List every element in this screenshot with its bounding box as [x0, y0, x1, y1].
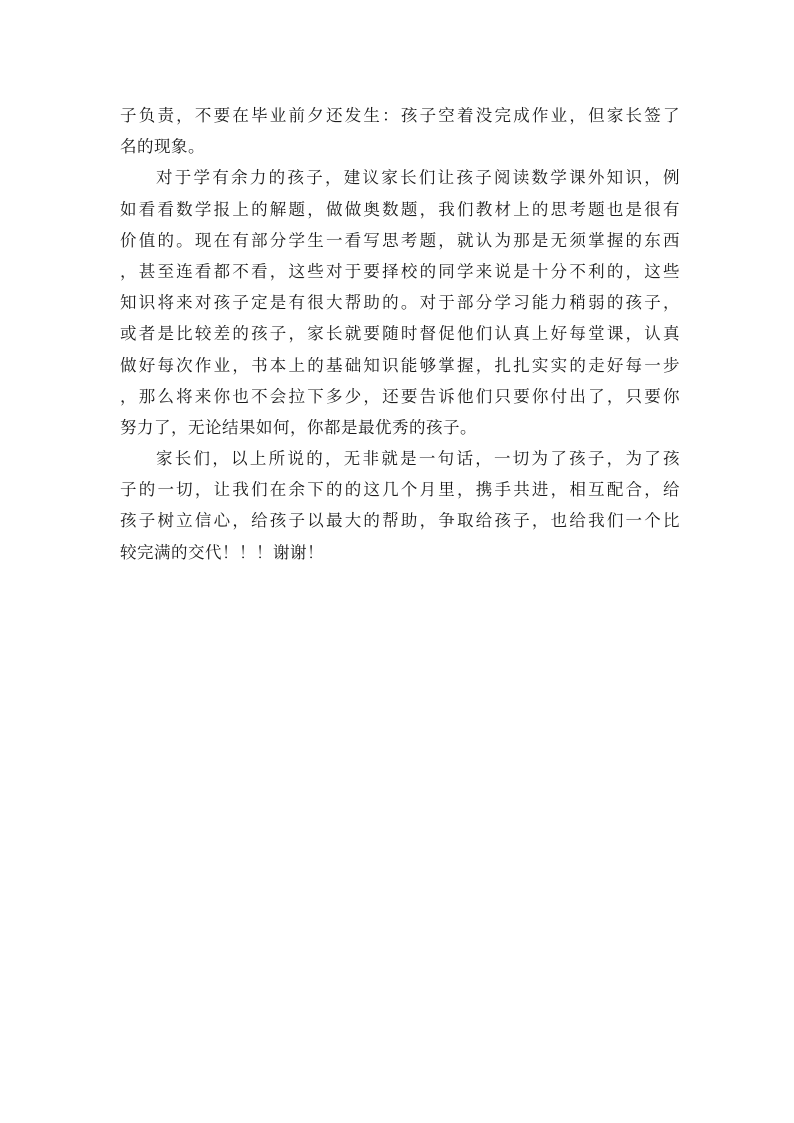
text-line: 或者是比较差的孩子，家长就要随时督促他们认真上好每堂课，认真: [120, 324, 680, 344]
text-line: 家长们，以上所说的，无非就是一句话，一切为了孩子，为了孩: [156, 449, 680, 469]
text-line: 知识将来对孩子定是有很大帮助的。对于部分学习能力稍弱的孩子，: [120, 293, 680, 313]
text-line: 做好每次作业，书本上的基础知识能够掌握，扎扎实实的走好每一步: [120, 355, 680, 375]
text-line: 对于学有余力的孩子，建议家长们让孩子阅读数学课外知识，例: [156, 168, 680, 188]
text-line: 价值的。现在有部分学生一看写思考题，就认为那是无须掌握的东西: [120, 230, 680, 250]
text-line: 名的现象。: [120, 137, 205, 157]
text-line: ，那么将来你也不会拉下多少，还要告诉他们只要你付出了，只要你: [120, 386, 680, 406]
text-line: ，甚至连看都不看，这些对于要择校的同学来说是十分不利的，这些: [120, 261, 680, 281]
text-line: 如看看数学报上的解题，做做奥数题，我们教材上的思考题也是很有: [120, 199, 680, 219]
text-line: 子负责，不要在毕业前夕还发生：孩子空着没完成作业，但家长签了: [120, 106, 680, 125]
text-line: 努力了，无论结果如何，你都是最优秀的孩子。: [120, 417, 477, 437]
body-text: [120, 100, 680, 568]
text-line: 子的一切，让我们在余下的的这几个月里，携手共进，相互配合，给: [120, 480, 680, 500]
text-line: 较完满的交代！！！谢谢！: [120, 542, 324, 562]
text-line: 孩子树立信心，给孩子以最大的帮助，争取给孩子，也给我们一个比: [120, 511, 680, 531]
